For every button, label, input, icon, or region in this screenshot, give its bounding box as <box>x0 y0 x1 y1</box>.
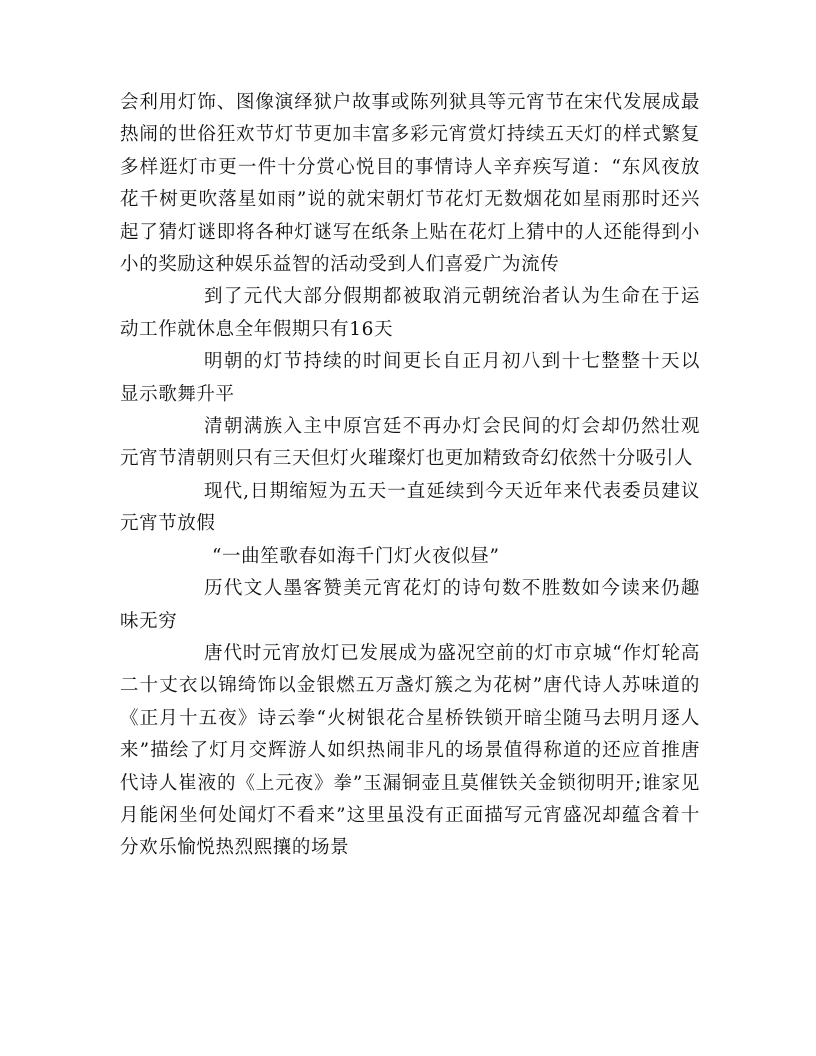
paragraph-yuan-dynasty: 到了元代大部分假期都被取消元朝统治者认为生命在于运动工作就休息全年假期只有16天 <box>120 286 700 340</box>
paragraph-song-dynasty: 会利用灯饰、图像演绎狱户故事或陈列狱具等元宵节在宋代发展成最热闹的世俗狂欢节灯节更加丰富多彩元宵赏灯持续五天灯的样式繁复多样逛灯市更一件十分赏心悦目的事情诗人辛弃疾写道：“东风夜放花千树更吹落星如雨”说的就宋朝灯节花灯无数烟花如星雨那时还兴起了猜灯谜即将各种灯谜写在纸条上贴在花灯上猜中的人还能得到小小的奖励这种娱乐益智的活动受到人们喜爱广为流传 <box>120 92 700 276</box>
paragraph-modern: 现代,日期缩短为五天一直延续到今天近年来代表委员建议元宵节放假 <box>120 480 700 535</box>
quote-heading: “一曲笙歌春如海千门灯火夜似昼” <box>212 545 500 567</box>
document-page <box>120 87 700 865</box>
paragraph-poets: 历代文人墨客赞美元宵花灯的诗句数不胜数如今读来仍趣味无穷 <box>120 578 700 632</box>
paragraph-ming-dynasty: 明朝的灯节持续的时间更长自正月初八到十七整整十天以显示歌舞升平 <box>120 351 700 405</box>
paragraph-qing-dynasty: 清朝满族入主中原宫廷不再办灯会民间的灯会却仍然壮观元宵节清朝则只有三天但灯火璀璨灯也更加精致奇幻依然十分吸引人 <box>120 416 700 470</box>
paragraph-tang-dynasty: 唐代时元宵放灯已发展成为盛况空前的灯市京城“作灯轮高二十丈衣以锦绮饰以金银燃五万盏灯簇之为花树”唐代诗人苏味道的《正月十五夜》诗云拳“火树银花合星桥铁锁开暗尘随马去明月逐人来”描绘了灯月交辉游人如织热闹非凡的场景值得称道的还应首推唐代诗人崔液的《上元夜》拳”玉漏铜壶且莫催铁关金锁彻明开;谁家见月能闲坐何处闻灯不看来”这里虽没有正面描写元宵盛况却蕴含着十分欢乐愉悦热烈熙攘的场景 <box>120 642 700 859</box>
